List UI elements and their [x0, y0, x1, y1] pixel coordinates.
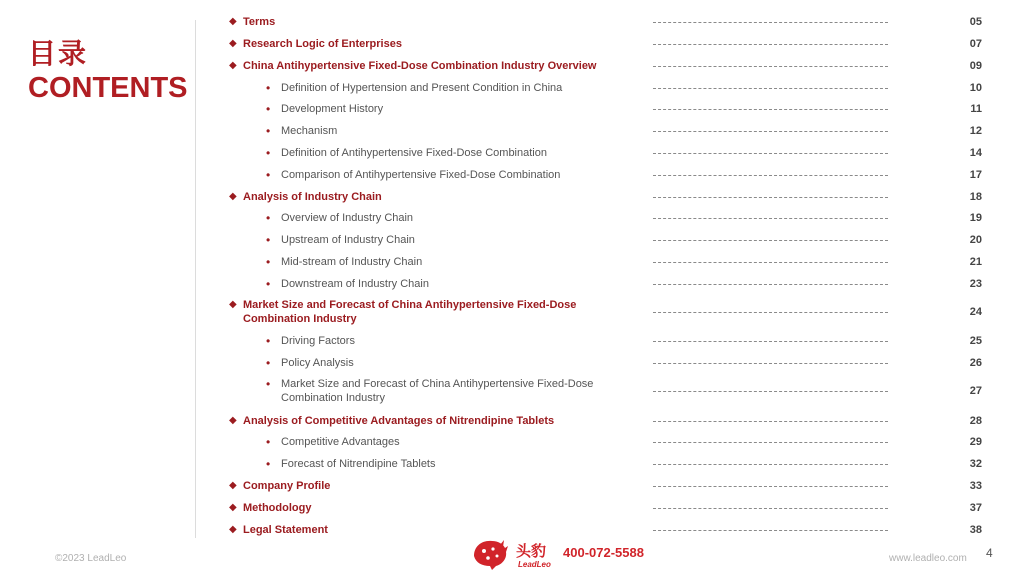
contents-title-chinese: 目录 [28, 37, 89, 70]
dot-bullet-icon: • [266, 277, 271, 291]
dot-bullet-icon: • [266, 233, 271, 247]
dot-bullet-icon: • [266, 255, 271, 269]
diamond-bullet-icon: ◆ [229, 415, 237, 426]
toc-leader-dots [653, 175, 888, 176]
toc-entry-label: Legal Statement [243, 524, 328, 536]
diamond-bullet-icon: ◆ [229, 480, 237, 491]
dot-bullet-icon: • [266, 211, 271, 225]
toc-leader-dots [653, 22, 888, 23]
toc-leader-dots [653, 508, 888, 509]
toc-entry-label: Company Profile [243, 480, 331, 492]
toc-page-number: 09 [969, 60, 982, 72]
brand-name-chinese: 头豹 [516, 542, 547, 560]
toc-page-number: 20 [969, 234, 982, 246]
toc-entry-label: Policy Analysis [281, 357, 354, 369]
toc-entry-label: Definition of Hypertension and Present Condition in China [281, 82, 563, 94]
toc-leader-dots [653, 341, 888, 342]
toc-entry-label: Market Size and Forecast of China Antihypertensive Fixed-Dose Combination Industry [243, 299, 577, 325]
toc-leader-dots [653, 486, 888, 487]
leopard-logo-icon [470, 536, 510, 572]
dot-bullet-icon: • [266, 168, 271, 182]
diamond-bullet-icon: ◆ [229, 502, 237, 513]
toc-leader-dots [653, 44, 888, 45]
toc-entry-label: Comparison of Antihypertensive Fixed-Dose Combination [281, 169, 561, 181]
toc-entry-label: Definition of Antihypertensive Fixed-Dose Combination [281, 147, 547, 159]
toc-page-number: 25 [969, 335, 982, 347]
diamond-bullet-icon: ◆ [229, 299, 237, 310]
diamond-bullet-icon: ◆ [229, 524, 237, 535]
diamond-bullet-icon: ◆ [229, 60, 237, 71]
toc-page-number: 19 [969, 212, 982, 224]
toc-page-number: 12 [969, 125, 982, 137]
toc-leader-dots [653, 312, 888, 313]
toc-leader-dots [653, 88, 888, 89]
diamond-bullet-icon: ◆ [229, 16, 237, 27]
toc-leader-dots [653, 421, 888, 422]
toc-page-number: 37 [969, 502, 982, 514]
toc-leader-dots [653, 109, 888, 110]
toc-leader-dots [653, 218, 888, 219]
toc-leader-dots [653, 153, 888, 154]
toc-page-number: 33 [969, 480, 982, 492]
slide-page-number: 4 [986, 546, 993, 560]
toc-entry-label: Research Logic of Enterprises [243, 38, 402, 50]
toc-entry-label: Market Size and Forecast of China Antihypertensive Fixed-Dose Combination Industry [281, 378, 594, 404]
copyright-text: ©2023 LeadLeo [55, 553, 127, 564]
toc-leader-dots [653, 131, 888, 132]
toc-entry-label: Mid-stream of Industry Chain [281, 256, 423, 268]
toc-page-number: 38 [969, 524, 982, 536]
toc-page-number: 29 [969, 436, 982, 448]
toc-page-number: 27 [969, 385, 982, 397]
toc-page-number: 18 [969, 191, 982, 203]
toc-page-number: 23 [969, 278, 982, 290]
toc-leader-dots [653, 464, 888, 465]
contents-title-english: CONTENTS [28, 72, 188, 104]
toc-leader-dots [653, 442, 888, 443]
toc-leader-dots [653, 391, 888, 392]
phone-number: 400-072-5588 [563, 545, 644, 560]
toc-page-number: 26 [969, 357, 982, 369]
toc-entry-label: Analysis of Industry Chain [243, 191, 382, 203]
toc-leader-dots [653, 240, 888, 241]
toc-leader-dots [653, 262, 888, 263]
toc-entry-label: Methodology [243, 502, 312, 514]
diamond-bullet-icon: ◆ [229, 191, 237, 202]
toc-entry-label: Driving Factors [281, 335, 355, 347]
toc-entry-label: Mechanism [281, 125, 338, 137]
toc-entry-label: Forecast of Nitrendipine Tablets [281, 458, 436, 470]
toc-page-number: 24 [969, 306, 982, 318]
toc-entry-label: Upstream of Industry Chain [281, 234, 415, 246]
toc-entry-label: China Antihypertensive Fixed-Dose Combination Industry Overview [243, 60, 597, 72]
diamond-bullet-icon: ◆ [229, 38, 237, 49]
dot-bullet-icon: • [266, 435, 271, 449]
toc-page-number: 32 [969, 458, 982, 470]
toc-page-number: 14 [969, 147, 982, 159]
dot-bullet-icon: • [266, 334, 271, 348]
toc-leader-dots [653, 530, 888, 531]
dot-bullet-icon: • [266, 124, 271, 138]
toc-leader-dots [653, 66, 888, 67]
toc-page-number: 17 [969, 169, 982, 181]
toc-leader-dots [653, 197, 888, 198]
toc-entry-label: Competitive Advantages [281, 436, 400, 448]
website-url: www.leadleo.com [889, 553, 967, 564]
toc-page-number: 10 [969, 82, 982, 94]
dot-bullet-icon: • [266, 457, 271, 471]
toc-leader-dots [653, 363, 888, 364]
toc-entry-label: Downstream of Industry Chain [281, 278, 429, 290]
toc-page-number: 05 [969, 16, 982, 28]
toc-page-number: 07 [969, 38, 982, 50]
dot-bullet-icon: • [266, 377, 271, 391]
toc-page-number: 11 [970, 103, 982, 115]
toc-entry-label: Development History [281, 103, 384, 115]
toc-entry-label: Terms [243, 16, 276, 28]
dot-bullet-icon: • [266, 146, 271, 160]
dot-bullet-icon: • [266, 102, 271, 116]
toc-page-number: 21 [969, 256, 982, 268]
toc-leader-dots [653, 284, 888, 285]
dot-bullet-icon: • [266, 81, 271, 95]
brand-name-english: LeadLeo [518, 560, 551, 569]
toc-entry-label: Overview of Industry Chain [281, 212, 414, 224]
dot-bullet-icon: • [266, 356, 271, 370]
toc-entry-label: Analysis of Competitive Advantages of Nitrendipine Tablets [243, 415, 555, 427]
toc-page-number: 28 [969, 415, 982, 427]
